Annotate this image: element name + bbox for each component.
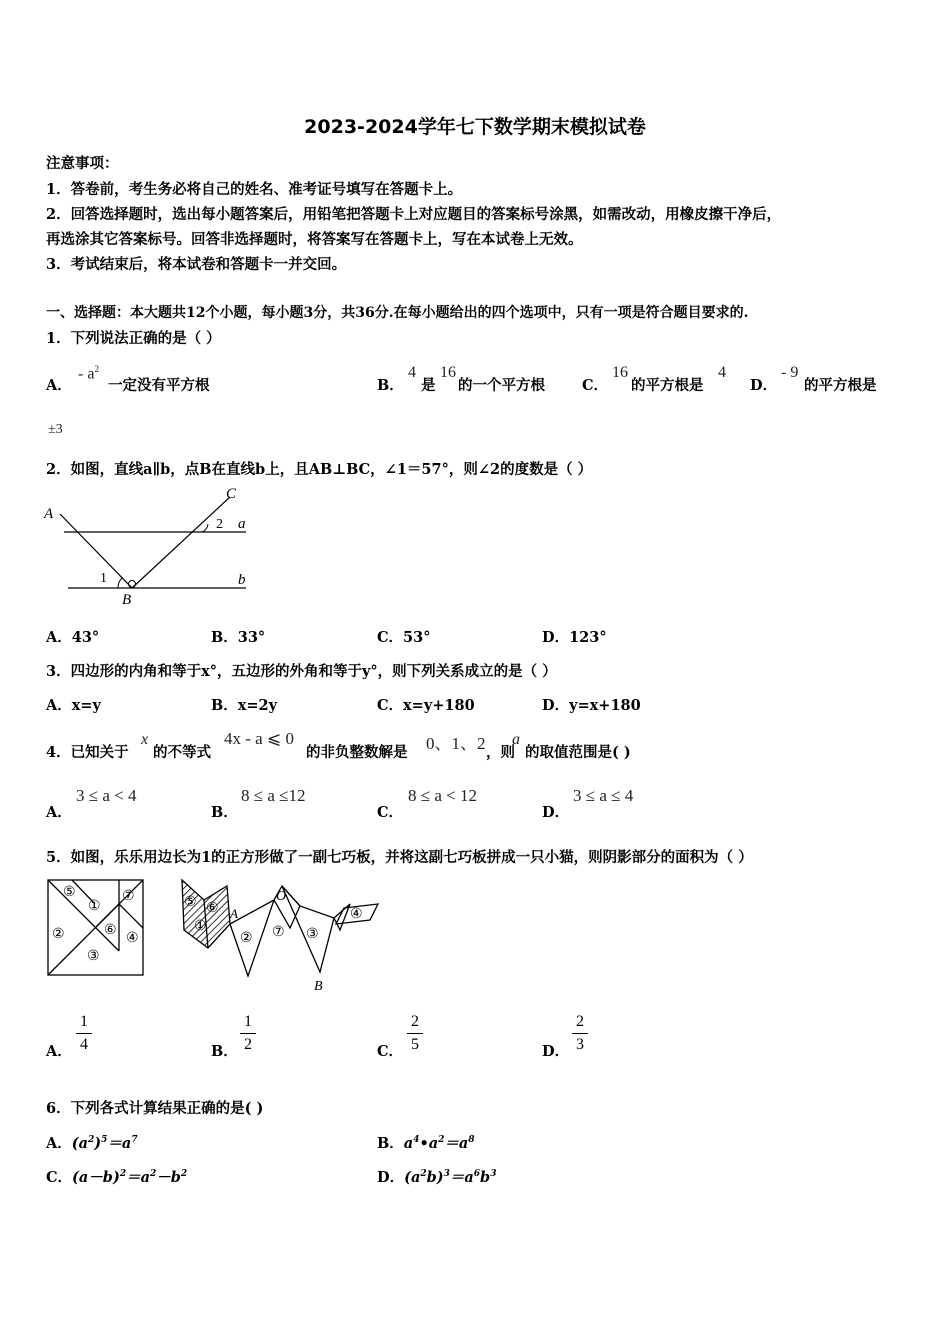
- q1-option-c-math-2: 4: [718, 364, 726, 381]
- square-piece-2: ②: [52, 927, 65, 942]
- q3-stem: 3．四边形的内角和等于x°，五边形的外角和等于y°，则下列关系成立的是（ ）: [46, 663, 557, 680]
- cat-label-o: O: [276, 889, 287, 904]
- angle-2-arc: [202, 524, 208, 532]
- right-angle-mark: [129, 581, 136, 588]
- q1-option-b-text-1: 是: [421, 377, 436, 394]
- q1-option-b-math-2: 16: [440, 364, 456, 381]
- q4-stem-2: 的不等式: [153, 744, 211, 761]
- q2-stem: 2．如图，直线a∥b，点B在直线b上，且AB⊥BC，∠1＝57°，则∠2的度数是（ ）: [46, 461, 593, 478]
- label-angle-2: 2: [216, 517, 223, 532]
- q5-option-d-fraction: 2 3: [570, 1012, 590, 1055]
- q1-option-d-label: D．: [750, 377, 778, 394]
- notice-item-2b: 再选涂其它答案标号。回答非选择题时，将答案写在答题卡上，写在本试卷上无效。: [46, 231, 583, 248]
- q5-option-b-label: B．: [211, 1043, 238, 1060]
- cat-label-a: A: [230, 906, 238, 921]
- notice-item-1: 1．答卷前，考生务必将自己的姓名、准考证号填写在答题卡上。: [46, 181, 463, 198]
- q6-option-b: B．$a^4•a^2=a^8$: [377, 1135, 475, 1152]
- cat-piece-3: ③: [306, 927, 319, 942]
- section-heading: 一、选择题：本大题共12个小题，每小题3分，共36分.在每小题给出的四个选项中，只有一项是符合题目要求的.: [46, 305, 749, 321]
- q1-option-a-label: A．: [46, 377, 72, 394]
- q2-option-b: B．33°: [211, 629, 266, 646]
- q3-option-a: A．x=y: [46, 697, 101, 714]
- cat-piece-4: ④: [350, 907, 363, 922]
- q1-option-d-math-1: - 9: [781, 364, 799, 381]
- q1-option-b-math-1: 4: [408, 364, 416, 381]
- cat-piece-7: ⑦: [272, 925, 285, 940]
- q1-option-a-math: - $a^2$: [78, 364, 99, 383]
- q3-option-d: D．y=x+180: [542, 697, 641, 714]
- square-piece-6: ⑥: [104, 923, 117, 938]
- q5-option-a-fraction: 1 4: [74, 1012, 94, 1055]
- notice-item-2a: 2．回答选择题时，选出每小题答案后，用铅笔把答题卡上对应题目的答案标号涂黑，如需改动，用橡皮擦干净后，: [46, 206, 782, 223]
- q4-option-b-math: 8 ≤ a ≤12: [241, 786, 306, 805]
- page-title: 2023-2024学年七下数学期末模拟试卷: [304, 116, 646, 138]
- label-c-point: C: [226, 486, 237, 502]
- segment-bc: [132, 497, 230, 588]
- q3-option-b: B．x=2y: [211, 697, 278, 714]
- q2-figure: [40, 482, 260, 612]
- square-piece-3: ③: [87, 949, 100, 964]
- square-piece-5: ⑤: [63, 885, 76, 900]
- q5-option-c-fraction: 2 5: [405, 1012, 425, 1055]
- cat-piece-2: ②: [240, 931, 253, 946]
- q5-option-a-label: A．: [46, 1043, 72, 1060]
- q4-math-a: a: [512, 731, 520, 748]
- q1-option-d-continuation: ±3: [48, 422, 63, 437]
- angle-1-arc: [118, 578, 122, 588]
- cat-piece-1: ①: [194, 919, 207, 934]
- cat-piece-5: ⑤: [184, 895, 197, 910]
- q4-stem-5: 的取值范围是( ): [525, 744, 631, 761]
- label-b-point: B: [122, 592, 132, 608]
- q5-option-c-label: C．: [377, 1043, 404, 1060]
- q6-option-d: D．$(a^2b)^3=a^6b^3$: [377, 1169, 497, 1186]
- label-line-a: a: [238, 516, 246, 532]
- q1-option-c-text-1: 的平方根是: [631, 377, 704, 394]
- q4-option-c-label: C．: [377, 804, 404, 821]
- q4-math-x: x: [141, 731, 149, 748]
- q6-option-a: A．$(a^2)^5=a^7$: [46, 1135, 138, 1152]
- cat-label-b: B: [314, 979, 323, 994]
- cat-piece-6: ⑥: [206, 901, 219, 916]
- label-angle-1: 1: [100, 571, 107, 586]
- q5-figure: [44, 872, 384, 1000]
- q4-option-a-math: 3 ≤ a < 4: [76, 786, 137, 805]
- q4-math-solutions: 0、1、2: [426, 734, 486, 753]
- q1-option-c-label: C．: [582, 377, 609, 394]
- q4-option-a-label: A．: [46, 804, 72, 821]
- q2-option-a: A．43°: [46, 629, 100, 646]
- q2-option-c: C．53°: [377, 629, 431, 646]
- q3-option-c: C．x=y+180: [377, 697, 475, 714]
- q4-option-d-math: 3 ≤ a ≤ 4: [573, 786, 634, 805]
- q4-stem-3: 的非负整数解是: [306, 744, 408, 761]
- q4-option-c-math: 8 ≤ a < 12: [408, 786, 477, 805]
- square-piece-4: ④: [126, 931, 139, 946]
- notice-heading: 注意事项：: [46, 155, 119, 172]
- q4-stem-1: 4．已知关于: [46, 744, 129, 761]
- label-line-b: b: [238, 572, 246, 588]
- q1-option-a-text: 一定没有平方根: [108, 377, 210, 394]
- q4-option-b-label: B．: [211, 804, 238, 821]
- q2-option-d: D．123°: [542, 629, 607, 646]
- q4-math-inequality: 4x - a ⩽ 0: [224, 729, 294, 748]
- q1-option-c-math-1: 16: [612, 364, 628, 381]
- q6-stem: 6．下列各式计算结果正确的是( ): [46, 1100, 264, 1117]
- segment-ab: [60, 514, 132, 588]
- square-piece-1: ①: [88, 899, 101, 914]
- q1-stem: 1．下列说法正确的是（ ）: [46, 330, 221, 347]
- q5-stem: 5．如图，乐乐用边长为1的正方形做了一副七巧板，并将这副七巧板拼成一只小猫，则阴影部分的面积为（ ）: [46, 849, 753, 866]
- q1-option-b-label: B．: [377, 377, 404, 394]
- q4-stem-4: ，则: [486, 744, 515, 761]
- q5-option-b-fraction: 1 2: [238, 1012, 258, 1055]
- notice-item-3: 3．考试结束后，将本试卷和答题卡一并交回。: [46, 256, 347, 273]
- q1-option-b-text-2: 的一个平方根: [458, 377, 545, 394]
- q5-option-d-label: D．: [542, 1043, 570, 1060]
- label-a-point: A: [44, 506, 54, 522]
- q4-option-d-label: D．: [542, 804, 570, 821]
- square-piece-7: ⑦: [122, 889, 135, 904]
- q1-option-d-text-1: 的平方根是: [804, 377, 877, 394]
- q6-option-c: C．$(a-b)^2=a^2-b^2$: [46, 1169, 188, 1186]
